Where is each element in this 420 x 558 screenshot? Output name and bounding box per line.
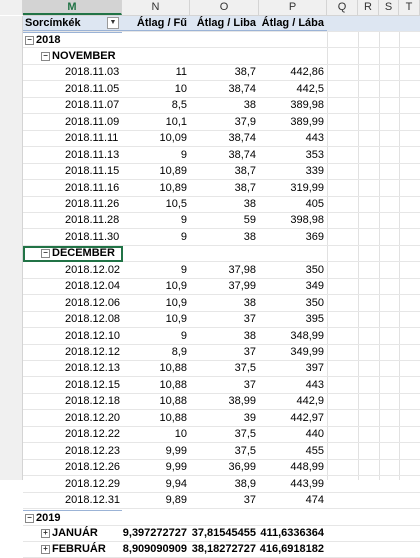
- avg-laba-cell[interactable]: 455: [305, 444, 324, 457]
- avg-liba-cell[interactable]: 37,99: [228, 280, 256, 293]
- date-cell[interactable]: 2018.11.07: [65, 99, 120, 112]
- avg-fu-cell[interactable]: 8,9: [171, 346, 187, 358]
- avg-liba-cell[interactable]: 37: [243, 378, 256, 391]
- avg-liba-cell[interactable]: 39: [243, 411, 256, 424]
- avg-laba-cell[interactable]: 350: [305, 263, 324, 276]
- table-row: [23, 98, 420, 114]
- avg-liba-cell[interactable]: 38: [243, 329, 256, 342]
- table-row: [23, 460, 420, 476]
- year-label-cell[interactable]: [23, 510, 122, 525]
- date-cell[interactable]: 2018.11.26: [65, 197, 120, 210]
- avg-liba-cell[interactable]: 38,7: [234, 181, 256, 194]
- table-row: [23, 444, 420, 460]
- avg-fu-header[interactable]: Átlag / Fű: [122, 16, 190, 31]
- avg-liba-cell[interactable]: 38,7: [234, 66, 256, 79]
- table-row: [23, 82, 420, 98]
- filter-dropdown-icon[interactable]: ▼: [107, 17, 119, 29]
- table-row: [23, 230, 420, 246]
- date-cell[interactable]: 2018.12.23: [65, 444, 121, 457]
- year-label: 2018: [36, 34, 61, 47]
- column-header-t[interactable]: T: [399, 0, 420, 15]
- pivot-header-row: [23, 16, 420, 32]
- avg-fu-cell[interactable]: 10: [174, 428, 187, 441]
- table-row: [23, 131, 420, 147]
- month-row: [23, 49, 420, 65]
- avg-laba-cell[interactable]: 349: [305, 280, 324, 293]
- avg-fu-cell[interactable]: 10,88: [159, 411, 187, 424]
- month-label: FEBRUÁR: [52, 543, 106, 556]
- avg-liba-cell[interactable]: 37: [243, 346, 256, 358]
- avg-fu-cell[interactable]: 10,09: [159, 132, 187, 145]
- avg-laba-cell[interactable]: 397: [305, 362, 324, 375]
- year-row: [23, 32, 420, 48]
- date-cell[interactable]: 2018.12.04: [65, 280, 121, 293]
- table-row: [23, 263, 420, 279]
- table-row: [23, 378, 420, 394]
- date-cell[interactable]: 2018.12.29: [65, 477, 121, 490]
- date-cell[interactable]: 2018.12.18: [65, 395, 121, 408]
- avg-liba-cell[interactable]: 59: [243, 214, 256, 227]
- date-cell[interactable]: 2018.11.09: [65, 115, 120, 128]
- avg-laba-cell[interactable]: 442,86: [290, 66, 324, 79]
- avg-liba-header[interactable]: Átlag / Liba: [190, 16, 259, 31]
- avg-fu-cell[interactable]: 10,89: [159, 181, 187, 194]
- date-cell[interactable]: 2018.12.08: [65, 313, 121, 326]
- avg-fu-cell[interactable]: 9: [180, 329, 187, 342]
- avg-laba-cell[interactable]: 319,99: [290, 181, 324, 194]
- date-cell[interactable]: 2018.11.16: [65, 181, 120, 194]
- avg-fu-cell[interactable]: 9: [180, 214, 187, 227]
- date-cell[interactable]: 2018.11.11: [65, 132, 119, 145]
- avg-liba-cell[interactable]: 37,5: [234, 428, 256, 441]
- date-cell[interactable]: 2018.12.10: [65, 329, 121, 342]
- table-row: [23, 296, 420, 312]
- avg-liba-cell[interactable]: 38,9: [234, 477, 256, 490]
- date-cell[interactable]: 2018.11.05: [65, 82, 120, 95]
- date-cell[interactable]: 2018.12.06: [65, 296, 121, 309]
- month-label-cell[interactable]: [23, 542, 122, 557]
- column-header-m[interactable]: M: [23, 0, 122, 15]
- table-row: [23, 411, 420, 427]
- date-cell[interactable]: 2018.11.13: [65, 148, 120, 161]
- row-header-strip[interactable]: [0, 16, 23, 480]
- avg-laba-cell[interactable]: 398,98: [290, 214, 324, 227]
- avg-laba-cell[interactable]: 389,98: [290, 99, 324, 112]
- avg-liba-cell[interactable]: 37,98: [228, 263, 256, 276]
- column-header-n[interactable]: N: [122, 0, 190, 15]
- collapse-toggle-icon[interactable]: −: [25, 514, 34, 523]
- date-cell[interactable]: 2018.11.30: [65, 230, 120, 243]
- avg-fu-cell[interactable]: 10,1: [165, 115, 187, 128]
- avg-laba-cell[interactable]: 389,99: [290, 115, 324, 128]
- date-cell[interactable]: 2018.12.26: [65, 461, 121, 474]
- avg-liba-cell[interactable]: 38,7: [234, 165, 256, 178]
- avg-fu-cell[interactable]: 10,9: [165, 313, 187, 326]
- avg-fu-cell[interactable]: 10,5: [165, 197, 187, 210]
- table-row: [23, 65, 420, 81]
- collapse-toggle-icon[interactable]: −: [41, 249, 50, 258]
- table-row: [23, 345, 420, 361]
- avg-fu-cell[interactable]: 10,88: [159, 395, 187, 408]
- table-row: [23, 493, 420, 509]
- avg-fu-cell[interactable]: 9: [180, 230, 187, 243]
- avg-laba-cell[interactable]: 348,99: [290, 329, 324, 342]
- avg-laba-cell[interactable]: 440: [305, 428, 324, 441]
- avg-laba-cell[interactable]: 353: [305, 148, 324, 161]
- avg-liba-cell[interactable]: 38,74: [228, 82, 256, 95]
- table-row: [23, 361, 420, 377]
- table-row: [23, 312, 420, 328]
- collapse-toggle-icon[interactable]: −: [25, 36, 34, 45]
- year-label: 2019: [36, 511, 61, 524]
- avg-liba-cell[interactable]: 38,74: [228, 148, 256, 161]
- avg-fu-cell[interactable]: 9: [180, 148, 187, 161]
- table-row: [23, 329, 420, 345]
- avg-laba-cell[interactable]: 395: [305, 313, 324, 326]
- avg-fu-cell[interactable]: 9,99: [165, 461, 187, 474]
- month-label: DECEMBER: [52, 247, 115, 260]
- avg-liba-cell[interactable]: 38,18272727: [191, 543, 256, 556]
- select-all-corner[interactable]: [0, 0, 23, 15]
- year-label-cell[interactable]: [23, 32, 122, 47]
- avg-laba-cell[interactable]: 474: [305, 494, 324, 507]
- avg-laba-cell[interactable]: 369: [305, 230, 324, 243]
- expand-toggle-icon[interactable]: +: [41, 529, 50, 538]
- table-row: [23, 181, 420, 197]
- avg-fu-cell[interactable]: 10,88: [159, 378, 187, 391]
- avg-fu-cell[interactable]: 8,5: [171, 99, 187, 112]
- table-row: [23, 213, 420, 229]
- month-label: JANUÁR: [52, 526, 98, 539]
- avg-laba-cell[interactable]: 442,5: [296, 82, 324, 95]
- date-cell[interactable]: 2018.12.12: [65, 346, 121, 358]
- avg-liba-cell[interactable]: 37,5: [234, 444, 256, 457]
- avg-laba-cell[interactable]: 442,97: [290, 411, 324, 424]
- table-row: [23, 197, 420, 213]
- table-row: [23, 427, 420, 443]
- row-labels-header[interactable]: Sorcímkék: [23, 16, 122, 31]
- avg-liba-cell[interactable]: 38: [243, 197, 256, 210]
- column-header-bar: [23, 0, 420, 16]
- expand-toggle-icon[interactable]: +: [41, 545, 50, 554]
- avg-laba-cell[interactable]: 443: [305, 132, 324, 145]
- avg-laba-cell[interactable]: 443: [305, 378, 324, 391]
- avg-fu-cell[interactable]: 10,9: [165, 280, 187, 293]
- avg-liba-cell[interactable]: 37,81545455: [191, 526, 256, 539]
- avg-liba-cell[interactable]: 36,99: [228, 461, 256, 474]
- avg-fu-cell[interactable]: 9,397272727: [122, 526, 187, 539]
- avg-laba-cell[interactable]: 443,99: [290, 477, 324, 490]
- table-row: [23, 394, 420, 410]
- column-header-r[interactable]: R: [358, 0, 379, 15]
- avg-fu-cell[interactable]: 9,94: [165, 477, 187, 490]
- date-cell[interactable]: 2018.12.02: [65, 263, 121, 276]
- active-cell-outline: [23, 246, 123, 262]
- table-row: [23, 148, 420, 164]
- date-cell[interactable]: 2018.12.20: [65, 411, 121, 424]
- month-row: [23, 542, 420, 558]
- column-header-q[interactable]: Q: [327, 0, 358, 15]
- table-row: [23, 477, 420, 493]
- avg-liba-cell[interactable]: 38: [243, 230, 256, 243]
- collapse-toggle-icon[interactable]: −: [41, 52, 50, 61]
- month-label-cell[interactable]: [23, 526, 122, 541]
- avg-laba-cell[interactable]: 416,6918182: [259, 543, 324, 556]
- avg-fu-cell[interactable]: 9,89: [165, 494, 187, 507]
- table-row: [23, 279, 420, 295]
- avg-fu-cell[interactable]: 10: [174, 82, 187, 95]
- avg-liba-cell[interactable]: 38,74: [228, 132, 256, 145]
- avg-fu-cell[interactable]: 11: [175, 66, 187, 79]
- avg-fu-cell[interactable]: 10,89: [159, 165, 187, 178]
- avg-liba-cell[interactable]: 37: [243, 494, 256, 507]
- avg-laba-header[interactable]: Átlag / Lába: [259, 16, 327, 31]
- avg-fu-cell[interactable]: 8,909090909: [122, 543, 187, 556]
- table-row: [23, 115, 420, 131]
- date-cell[interactable]: 2018.12.31: [65, 494, 121, 507]
- year-row: [23, 510, 420, 526]
- date-cell[interactable]: 2018.11.28: [65, 214, 120, 227]
- date-cell[interactable]: 2018.12.22: [65, 428, 121, 441]
- avg-laba-cell[interactable]: 411,6336364: [260, 526, 324, 539]
- avg-fu-cell[interactable]: 10,9: [165, 296, 187, 309]
- avg-laba-cell[interactable]: 405: [305, 197, 324, 210]
- avg-laba-cell[interactable]: 448,99: [290, 461, 324, 474]
- date-cell[interactable]: 2018.12.15: [65, 378, 121, 391]
- date-cell[interactable]: 2018.12.13: [65, 362, 121, 375]
- avg-liba-cell[interactable]: 37: [243, 313, 256, 326]
- table-row: [23, 164, 420, 180]
- avg-laba-cell[interactable]: 442,9: [296, 395, 324, 408]
- column-header-o[interactable]: O: [190, 0, 259, 15]
- avg-fu-cell[interactable]: 9: [180, 263, 187, 276]
- avg-fu-cell[interactable]: 9,99: [165, 444, 187, 457]
- avg-laba-cell[interactable]: 339: [305, 165, 324, 178]
- avg-liba-cell[interactable]: 37,5: [234, 362, 256, 375]
- column-header-p[interactable]: P: [259, 0, 327, 15]
- avg-liba-cell[interactable]: 38: [243, 296, 256, 309]
- avg-laba-cell[interactable]: 349,99: [290, 346, 324, 358]
- date-cell[interactable]: 2018.11.15: [65, 165, 120, 178]
- avg-liba-cell[interactable]: 37,9: [234, 115, 256, 128]
- column-header-s[interactable]: S: [379, 0, 399, 15]
- date-cell[interactable]: 2018.11.03: [65, 66, 120, 79]
- avg-fu-cell[interactable]: 10,88: [159, 362, 187, 375]
- month-row: [23, 526, 420, 542]
- avg-liba-cell[interactable]: 38: [243, 99, 256, 112]
- avg-laba-cell[interactable]: 350: [305, 296, 324, 309]
- month-label-cell[interactable]: [23, 49, 122, 64]
- avg-liba-cell[interactable]: 38,99: [228, 395, 256, 408]
- month-label: NOVEMBER: [52, 49, 116, 62]
